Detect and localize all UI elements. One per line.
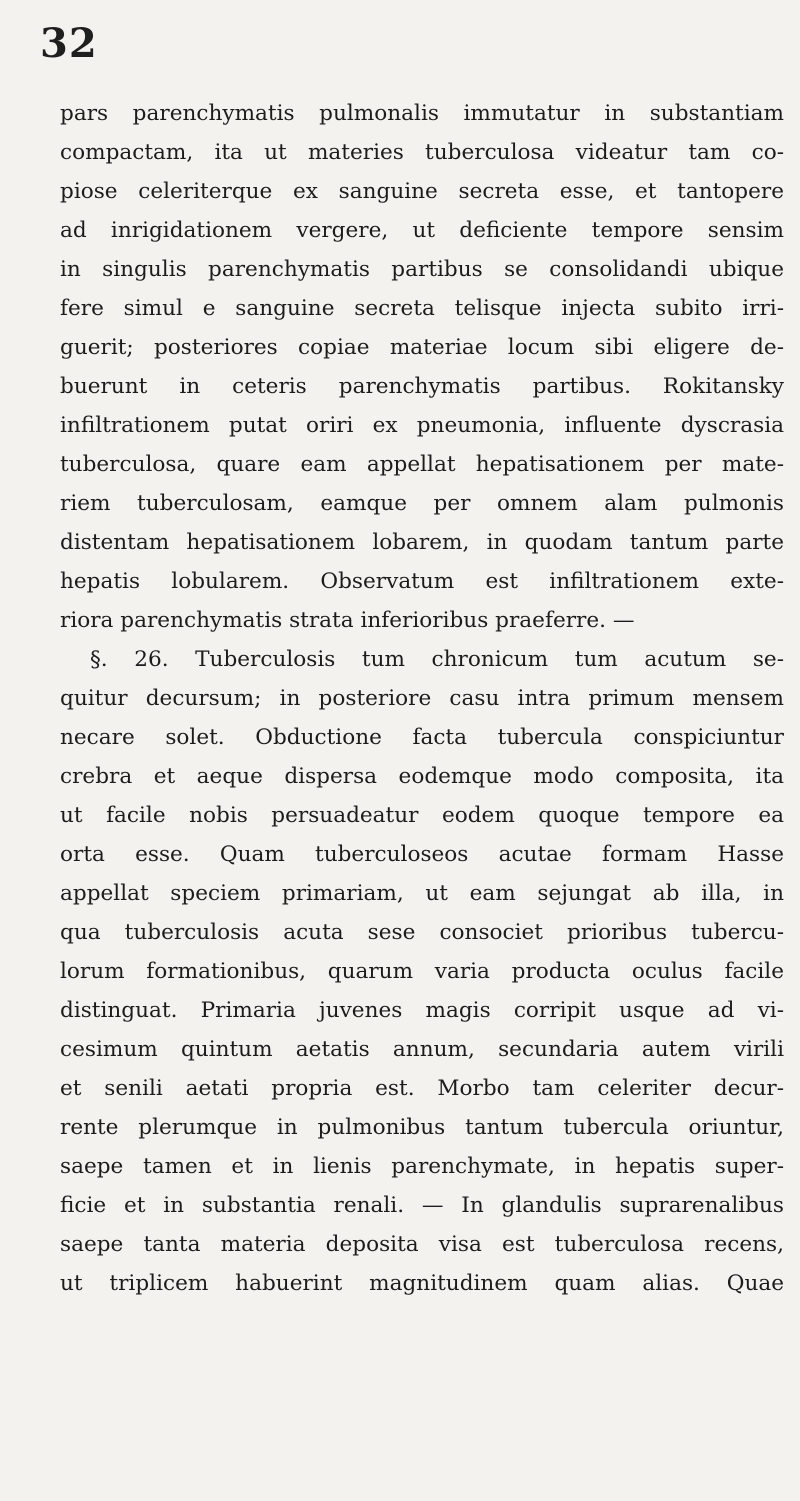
text-line: necare solet. Obductione facta tubercula conspiciuntur — [60, 725, 784, 750]
section-heading-line: §. 26. Tuberculosis tum chronicum tum acutum se- — [90, 647, 784, 672]
text-line: orta esse. Quam tuberculoseos acutae formam Hasse — [60, 842, 784, 867]
text-line: infiltrationem putat oriri ex pneumonia, influente dyscrasia — [60, 413, 784, 438]
text-line: rente plerumque in pulmonibus tantum tubercula oriuntur, — [60, 1115, 784, 1140]
text-line: saepe tamen et in lienis parenchymate, in hepatis super- — [60, 1154, 784, 1179]
body-text — [60, 94, 784, 1303]
text-line: lorum formationibus, quarum varia producta oculus facile — [60, 959, 784, 984]
text-line: ad inrigidationem vergere, ut deficiente tempore sensim — [60, 218, 784, 243]
text-line: pars parenchymatis pulmonalis immutatur in substantiam — [60, 101, 784, 126]
text-line: distentam hepatisationem lobarem, in quodam tantum parte — [60, 530, 784, 555]
text-line: hepatis lobularem. Observatum est infiltrationem exte- — [60, 569, 784, 594]
text-line: saepe tanta materia deposita visa est tuberculosa recens, — [60, 1232, 784, 1257]
text-line: riem tuberculosam, eamque per omnem alam pulmonis — [60, 491, 784, 516]
text-line: et senili aetati propria est. Morbo tam celeriter decur- — [60, 1076, 784, 1101]
text-line: tuberculosa, quare eam appellat hepatisationem per mate- — [60, 452, 784, 477]
text-line: piose celeriterque ex sanguine secreta esse, et tantopere — [60, 179, 784, 204]
text-line: fere simul e sanguine secreta telisque injecta subito irri- — [60, 296, 784, 321]
text-line: riora parenchymatis strata inferioribus praeferre. — — [60, 608, 635, 633]
text-line: quitur decursum; in posteriore casu intra primum mensem — [60, 686, 784, 711]
text-line: in singulis parenchymatis partibus se consolidandi ubique — [60, 257, 784, 282]
text-line: ut facile nobis persuadeatur eodem quoque tempore ea — [60, 803, 784, 828]
page-number: 32 — [40, 20, 98, 67]
text-line: cesimum quintum aetatis annum, secundaria autem virili — [60, 1037, 784, 1062]
text-line: qua tuberculosis acuta sese consociet prioribus tubercu- — [60, 920, 784, 945]
text-line: distinguat. Primaria juvenes magis corripit usque ad vi- — [60, 998, 784, 1023]
text-line: ut triplicem habuerint magnitudinem quam alias. Quae — [60, 1271, 784, 1296]
text-line: appellat speciem primariam, ut eam sejungat ab illa, in — [60, 881, 784, 906]
text-line: guerit; posteriores copiae materiae locum sibi eligere de- — [60, 335, 784, 360]
text-line: compactam, ita ut materies tuberculosa videatur tam co- — [60, 140, 784, 165]
text-line: crebra et aeque dispersa eodemque modo composita, ita — [60, 764, 784, 789]
text-line: ficie et in substantia renali. — In glandulis suprarenalibus — [60, 1193, 784, 1218]
text-line: buerunt in ceteris parenchymatis partibus. Rokitansky — [60, 374, 784, 399]
